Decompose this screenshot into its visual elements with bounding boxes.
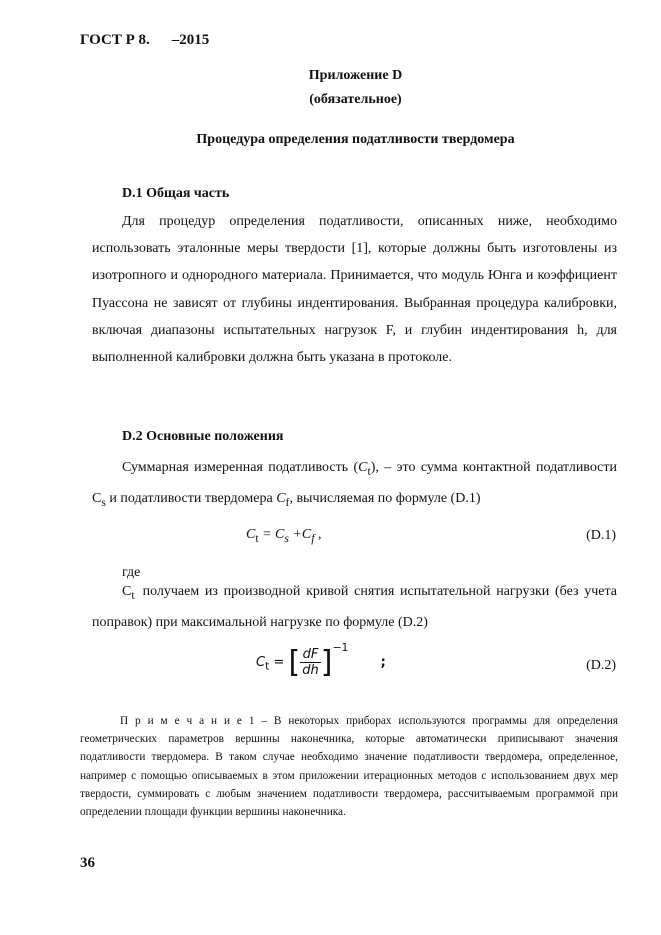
f2-exponent: −1 <box>332 640 349 654</box>
formula-d1-number: (D.1) <box>586 528 616 543</box>
f2-c: C <box>256 655 266 670</box>
d2-symbol-c: C <box>358 460 368 475</box>
d2-text-b: ), – это сумма контактной податливости C <box>92 460 617 506</box>
gost-year: –2015 <box>171 32 210 48</box>
f2-eq: = <box>273 655 285 670</box>
document-header <box>80 32 209 49</box>
f1-tail: , <box>314 527 322 542</box>
f1-plus: +C <box>288 527 312 542</box>
formula-d2-number: (D.2) <box>586 658 616 673</box>
section-heading-d1: D.1 Общая часть <box>122 186 230 201</box>
ct-sub: t <box>131 588 135 602</box>
f1-sub-f: f <box>311 531 315 545</box>
d2-text-c: и податливости твердомера <box>105 491 277 506</box>
d2-sub-f: f <box>285 495 290 509</box>
formula-d1 <box>246 527 321 545</box>
d2-text-d: , вычисляемая по формуле (D.1) <box>289 491 481 506</box>
gost-code: ГОСТ Р 8. <box>80 32 150 48</box>
ct-definition <box>92 578 617 636</box>
section-d1-text: Для процедур определения податливости, описанных ниже, необходимо использовать эталонные меры твердости [1], которые должны быть изготовлены из изотропного и однородного материала. Принимается, что модуль Юнга и коэффициент Пуассона не зависят от глубины индентирования. Выбранная процедура калибровки, включая диапазоны испытательных нагрузок F, и глубин индентирования h, для выполненной калибровки должна быть указана в протоколе. <box>92 214 617 366</box>
d2-sub-t: t <box>367 464 371 478</box>
section-d1-paragraph <box>92 208 617 371</box>
f1-sub-s: s <box>284 531 289 545</box>
ct-symbol: C <box>122 584 132 599</box>
note-text: – В некоторых приборах используются программы для определения геометрических параметров вершины наконечника, которые автоматически приписывают значения податливости твердомера. В таком случае необходимо значение податливости твердомера, определенное, например с помощью описываемых в этом приложении итерационных методов с использованием двух мер твердости, суммировать с любым значением податливости твердомера, рассчитываемым программой при определении площади функции вершины наконечника. <box>80 715 618 819</box>
page-number: 36 <box>80 855 95 871</box>
f1-sub-t: t <box>255 531 259 545</box>
formula-d2 <box>256 640 386 680</box>
d2-symbol-cf: C <box>276 491 286 506</box>
section-d2-paragraph <box>92 454 617 516</box>
appendix-status: (обязательное) <box>309 92 402 107</box>
f1-eq: = C <box>258 527 285 542</box>
document-title: Процедура определения податливости твердомера <box>196 132 515 147</box>
f2-denominator: dh <box>302 663 319 678</box>
f1-c: C <box>246 527 256 542</box>
f2-bracket-right: ] <box>320 645 333 680</box>
f2-numerator: dF <box>300 647 321 663</box>
f2-semicolon: ; <box>380 655 386 670</box>
note-label: П р и м е ч а н и е 1 <box>120 715 255 727</box>
d2-sub-s: s <box>101 495 106 509</box>
where-label: где <box>122 565 141 580</box>
ct-text: получаем из производной кривой снятия испытательной нагрузки (без учета поправок) при максимальной нагрузке по формуле (D.2) <box>92 584 617 630</box>
f2-bracket-left: [ <box>288 645 301 680</box>
appendix-title: Приложение D <box>308 68 403 83</box>
f2-fraction <box>300 647 321 678</box>
note-paragraph <box>80 712 618 821</box>
section-heading-d2: D.2 Основные положения <box>122 429 284 444</box>
f2-sub: t <box>265 659 270 673</box>
d2-text-a: Суммарная измеренная податливость ( <box>122 460 359 475</box>
